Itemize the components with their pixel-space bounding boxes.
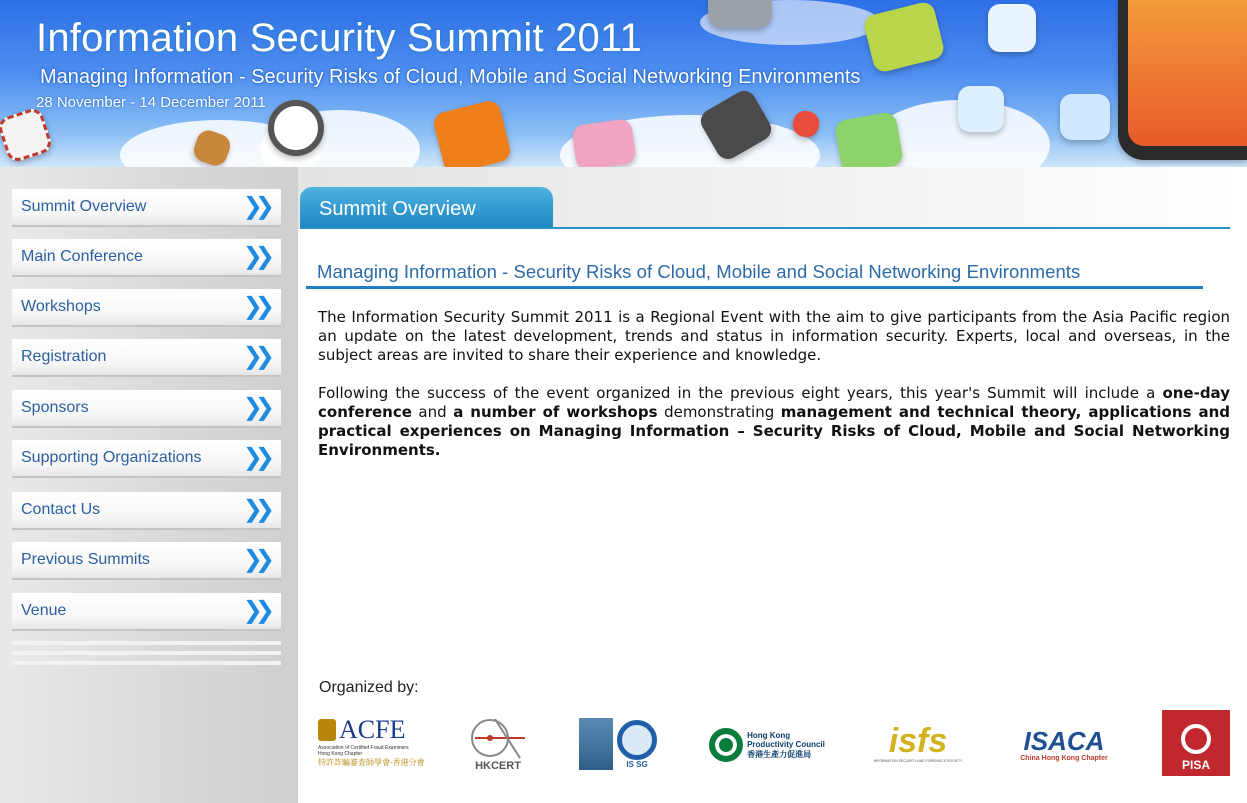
sidebar-item-label: Registration xyxy=(21,348,107,365)
power-icon xyxy=(958,86,1004,132)
heading-divider xyxy=(306,286,1203,289)
hkpc-line1: Hong Kong xyxy=(747,730,791,740)
acfe-name: ACFE xyxy=(339,714,406,744)
paragraph-text: and xyxy=(411,403,454,421)
isaca-logo[interactable] xyxy=(1012,719,1116,769)
paragraph-text: Following the success of the event organized in the previous eight years, this year's Summit will include a xyxy=(318,384,1163,402)
section-title-tab: Summit Overview xyxy=(300,187,553,229)
paragraph-emphasis: one-day conference xyxy=(318,384,1230,421)
hkcert-logo[interactable] xyxy=(460,713,536,775)
cloud-app-icon xyxy=(1060,94,1110,140)
issg-logo[interactable] xyxy=(574,715,662,773)
pisa-logo[interactable] xyxy=(1162,710,1230,776)
isfs-logo[interactable] xyxy=(866,717,970,769)
organized-by-label: Organized by: xyxy=(319,679,419,696)
isaca-line1: China Hong Kong Chapter xyxy=(1020,754,1108,762)
acfe-logo[interactable] xyxy=(318,709,430,773)
isaca-name: ISACA xyxy=(1023,725,1105,756)
section-divider xyxy=(300,227,1230,229)
chevron-right-icon: ❯❯ xyxy=(242,243,267,270)
sidebar-item-contact-us[interactable] xyxy=(12,492,281,530)
acfe-line3: 特許詐騙審查師學會-香港分會 xyxy=(318,757,425,767)
gear-icon xyxy=(708,0,772,28)
issg-name: IS SG xyxy=(626,759,648,769)
hkpc-logo[interactable] xyxy=(702,725,832,765)
isfs-name: isfs xyxy=(888,722,948,760)
sidebar-divider xyxy=(12,661,281,665)
sidebar-item-supporting-organizations[interactable] xyxy=(12,440,281,478)
building-icon xyxy=(579,718,613,770)
notebook-icon xyxy=(862,0,946,74)
hkcert-emblem-icon xyxy=(465,716,531,760)
sidebar-divider xyxy=(12,651,281,655)
hkpc-line3: 香港生產力促進局 xyxy=(747,749,812,759)
gift-icon xyxy=(571,118,637,167)
sidebar-item-main-conference[interactable] xyxy=(12,239,281,277)
acfe-line1: Association of Certified Fraud Examiners xyxy=(318,744,409,751)
sidebar-item-workshops[interactable] xyxy=(12,289,281,327)
pisa-name: PISA xyxy=(1181,758,1210,772)
sidebar-item-label: Summit Overview xyxy=(21,198,147,215)
sidebar-divider xyxy=(12,641,281,645)
intro-paragraph: The Information Security Summit 2011 is a Regional Event with the aim to give participants from the Asia Pacific region an update on the latest development, trends and status in information security. Experts, local and overseas, in the subject areas are invited to share their experience and knowledge. xyxy=(318,308,1230,364)
acfe-line2: Hong Kong Chapter xyxy=(318,750,363,757)
header-banner xyxy=(0,0,1247,167)
isfs-line1: INFORMATION SECURITY AND FORENSICS SOCIETY xyxy=(873,759,963,763)
issg-emblem-icon xyxy=(617,720,657,760)
banner-dates: 28 November - 14 December 2011 xyxy=(36,94,266,111)
weather-icon xyxy=(988,4,1036,52)
banner-title: Information Security Summit 2011 xyxy=(36,16,642,60)
sidebar-item-summit-overview[interactable] xyxy=(12,189,281,227)
main-content xyxy=(298,167,1247,803)
pisa-emblem-icon xyxy=(1181,724,1211,754)
sidebar-item-previous-summits[interactable] xyxy=(12,542,281,580)
hkpc-line2: Productivity Council xyxy=(747,739,825,749)
paragraph-emphasis: management and technical theory, applications and practical experiences on Managing Information – Security Risks of Cloud, Mobile and Social Networking Environments. xyxy=(318,403,1230,459)
envelope-icon xyxy=(0,106,54,164)
phone-screen xyxy=(1128,0,1247,146)
sidebar-item-label: Supporting Organizations xyxy=(21,449,202,466)
chevron-right-icon: ❯❯ xyxy=(242,193,267,220)
sidebar-item-registration[interactable] xyxy=(12,339,281,377)
sidebar-item-label: Sponsors xyxy=(21,399,89,416)
music-icon xyxy=(834,111,904,167)
sidebar-item-label: Workshops xyxy=(21,298,101,315)
sidebar-item-label: Main Conference xyxy=(21,248,143,265)
rss-icon xyxy=(432,99,513,167)
sidebar-item-sponsors[interactable] xyxy=(12,390,281,428)
clock-icon xyxy=(268,100,324,156)
hkcert-name: HKCERT xyxy=(475,760,521,772)
paragraph-emphasis: a number of workshops xyxy=(453,403,658,421)
chevron-right-icon: ❯❯ xyxy=(242,343,267,370)
chevron-right-icon: ❯❯ xyxy=(242,444,267,471)
chevron-right-icon: ❯❯ xyxy=(242,394,267,421)
summary-paragraph xyxy=(318,384,1230,460)
chevron-right-icon: ❯❯ xyxy=(242,597,267,624)
banner-subtitle: Managing Information - Security Risks of Cloud, Mobile and Social Networking Environments xyxy=(40,66,861,88)
chevron-right-icon: ❯❯ xyxy=(242,496,267,523)
content-heading: Managing Information - Security Risks of Cloud, Mobile and Social Networking Environments xyxy=(317,261,1081,282)
sidebar-item-label: Previous Summits xyxy=(21,551,150,568)
sidebar-nav xyxy=(0,167,298,803)
sidebar-item-label: Venue xyxy=(21,602,67,619)
chevron-right-icon: ❯❯ xyxy=(242,546,267,573)
acfe-emblem-icon xyxy=(318,719,336,741)
paragraph-text: demonstrating xyxy=(657,403,781,421)
sidebar-item-label: Contact Us xyxy=(21,501,101,518)
chevron-right-icon: ❯❯ xyxy=(242,293,267,320)
hkpc-emblem-icon xyxy=(709,728,743,762)
sidebar-item-venue[interactable] xyxy=(12,593,281,631)
